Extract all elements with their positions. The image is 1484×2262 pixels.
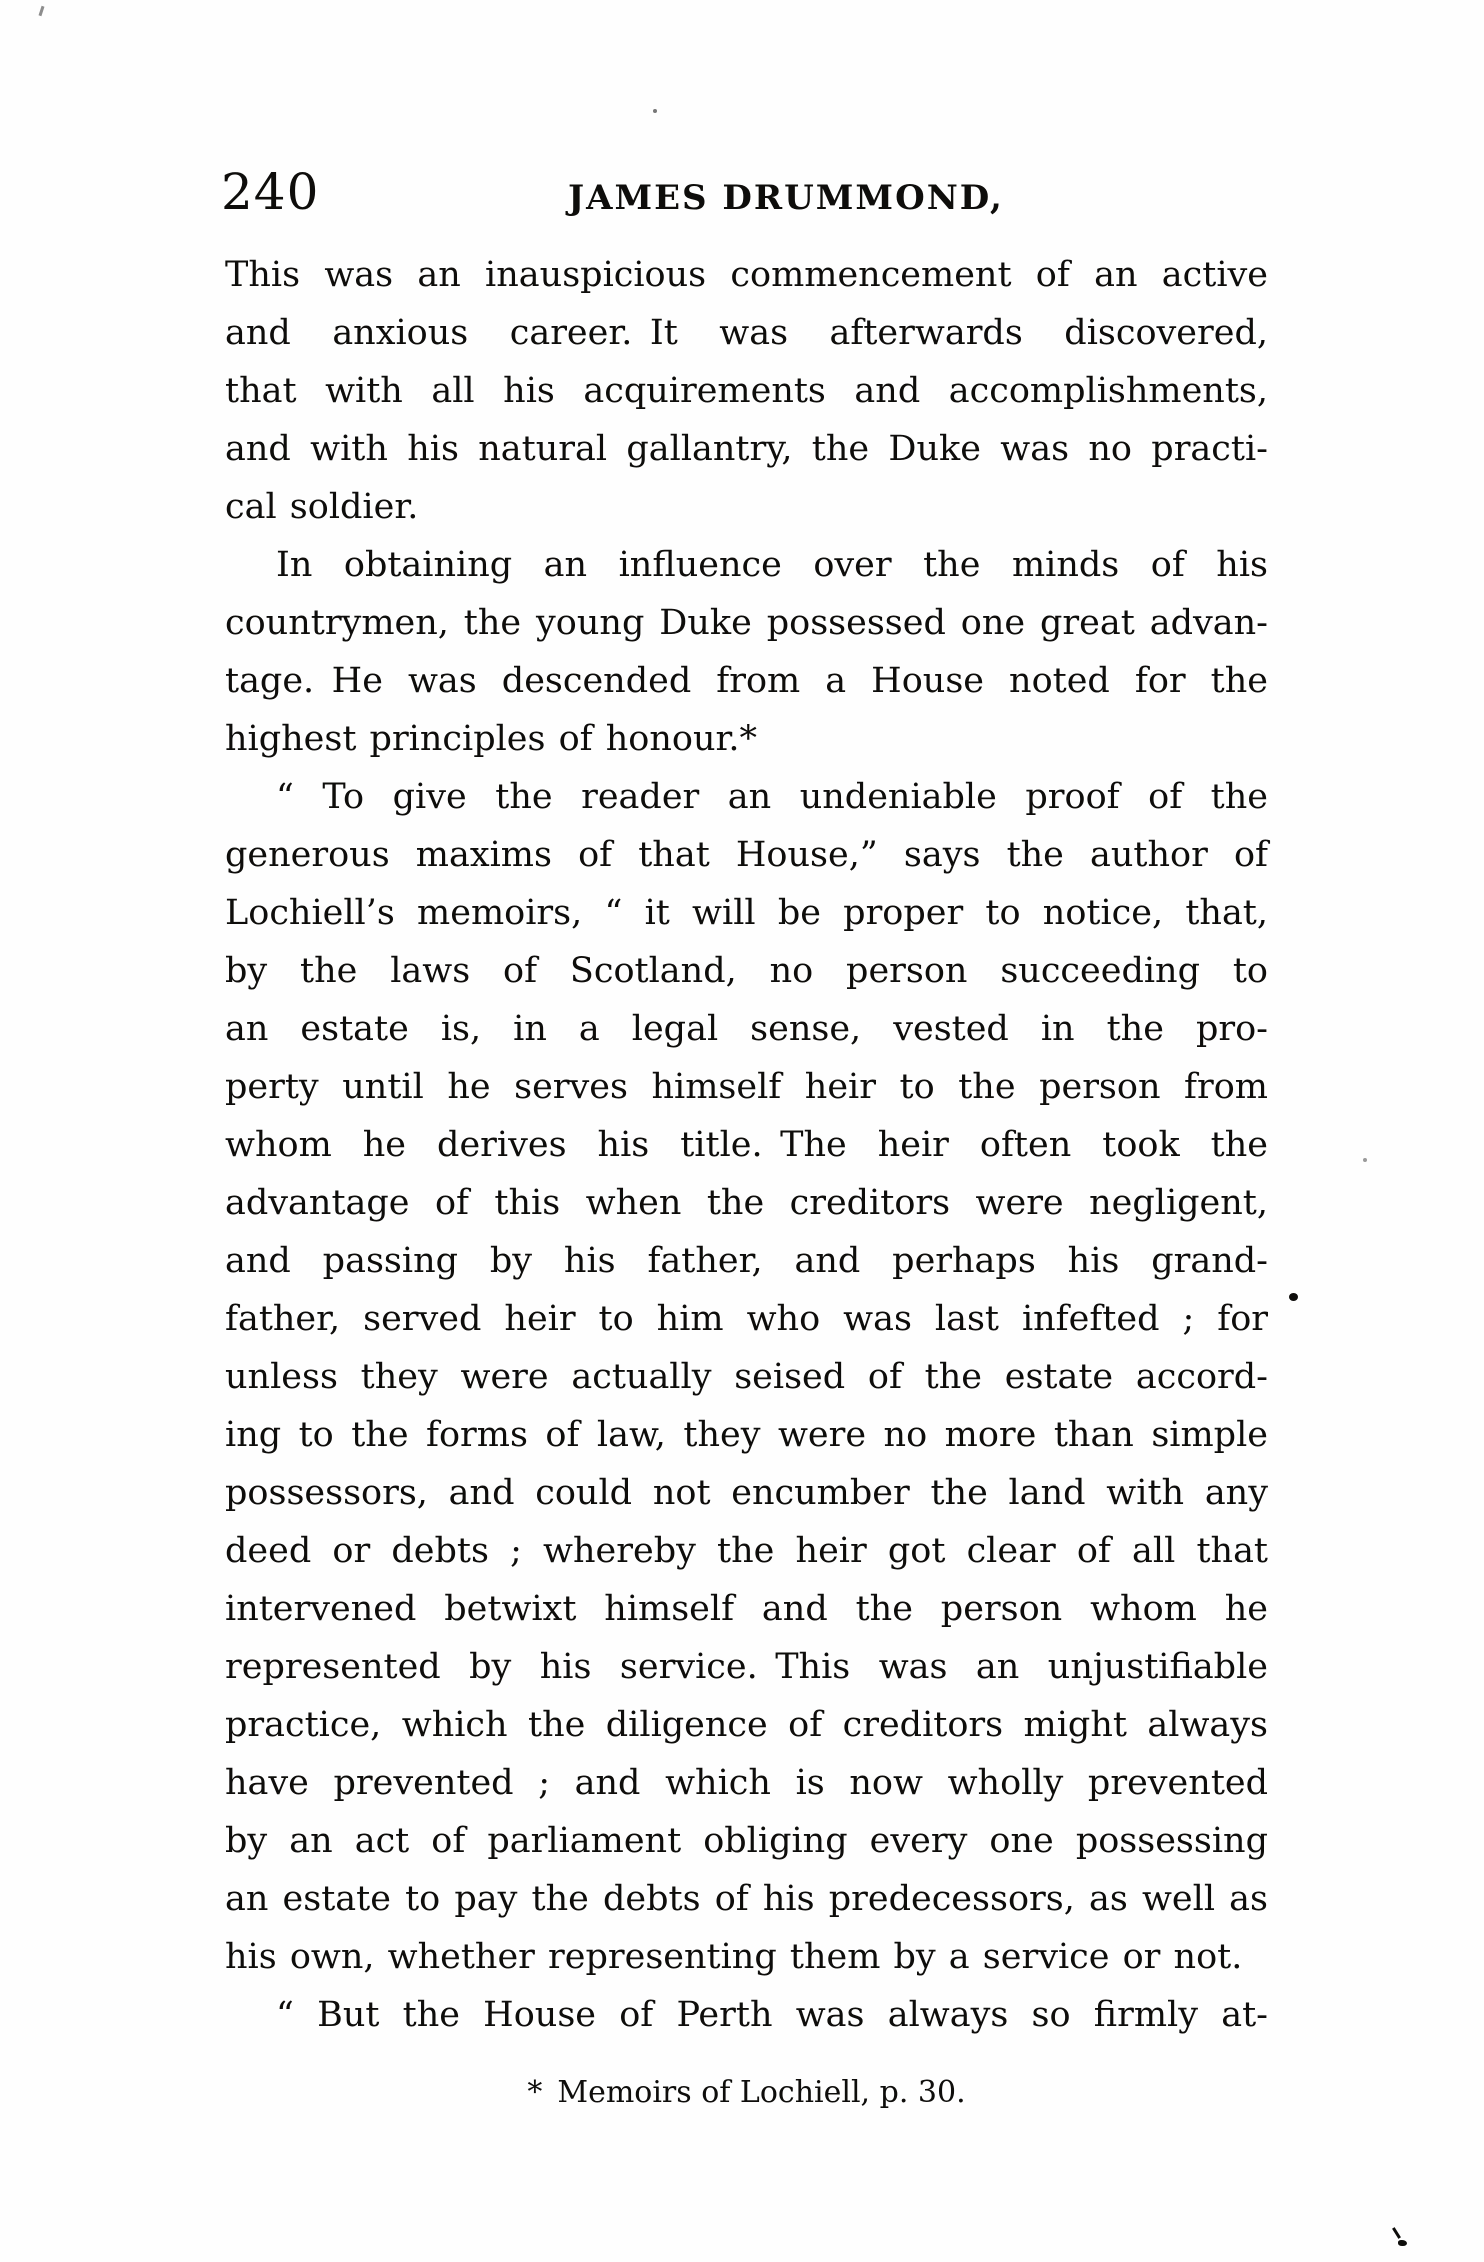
scan-artifact-pen-blob <box>1398 2240 1407 2246</box>
text-line: whom he derives his title. The heir often took the <box>225 1125 1268 1165</box>
footnote: * Memoirs of Lochiell, p. 30. <box>527 2075 966 2110</box>
text-line: that with all his acquirements and accomplishments, <box>225 371 1268 411</box>
text-line: unless they were actually seised of the estate accord- <box>225 1357 1268 1397</box>
text-line: perty until he serves himself heir to the person from <box>225 1067 1268 1107</box>
text-line: ing to the forms of law, they were no more than simple <box>225 1415 1268 1455</box>
scan-artifact-corner-tick <box>39 6 45 16</box>
running-header-title: JAMES DRUMMOND, <box>568 178 1004 218</box>
text-line: and anxious career. It was afterwards discovered, <box>225 313 1268 353</box>
text-line: intervened betwixt himself and the person whom he <box>225 1589 1268 1629</box>
text-line: tage. He was descended from a House noted for the <box>225 661 1268 701</box>
text-line: father, served heir to him who was last infefted ; for <box>225 1299 1268 1339</box>
text-line: possessors, and could not encumber the land with any <box>225 1473 1268 1513</box>
text-line: by the laws of Scotland, no person succeeding to <box>225 951 1268 991</box>
text-line: an estate is, in a legal sense, vested in the pro- <box>225 1009 1268 1049</box>
text-line: countrymen, the young Duke possessed one great advan- <box>225 603 1268 643</box>
text-line: advantage of this when the creditors were negligent, <box>225 1183 1268 1223</box>
text-line: represented by his service. This was an unjustifiable <box>225 1647 1268 1687</box>
text-line: “ To give the reader an undeniable proof of the <box>276 777 1268 817</box>
page-number: 240 <box>221 163 320 221</box>
text-line: have prevented ; and which is now wholly prevented <box>225 1763 1268 1803</box>
text-line: his own, whether representing them by a service or not. <box>225 1937 1243 1977</box>
text-body <box>225 246 1268 2044</box>
scan-artifact-small-dot <box>653 109 657 113</box>
text-line: cal soldier. <box>225 487 419 527</box>
text-line: and passing by his father, and perhaps his grand- <box>225 1241 1268 1281</box>
text-line: highest principles of honour.* <box>225 719 758 759</box>
text-line: Lochiell’s memoirs, “ it will be proper to notice, that, <box>225 893 1268 933</box>
text-line: generous maxims of that House,” says the author of <box>225 835 1268 875</box>
text-line: practice, which the diligence of creditors might always <box>225 1705 1268 1745</box>
scan-artifact-faint-dot <box>1363 1158 1367 1162</box>
text-line: an estate to pay the debts of his predecessors, as well as <box>225 1879 1268 1919</box>
text-line: deed or debts ; whereby the heir got clear of all that <box>225 1531 1268 1571</box>
text-line: and with his natural gallantry, the Duke was no practi- <box>225 429 1268 469</box>
text-line: This was an inauspicious commencement of an active <box>225 255 1268 295</box>
text-line: by an act of parliament obliging every one possessing <box>225 1821 1268 1861</box>
scan-artifact-pen-stroke <box>1392 2227 1401 2239</box>
text-line: In obtaining an influence over the minds of his <box>276 545 1268 585</box>
scan-artifact-margin-dot <box>1289 1293 1298 1301</box>
text-line: “ But the House of Perth was always so firmly at- <box>276 1995 1268 2035</box>
